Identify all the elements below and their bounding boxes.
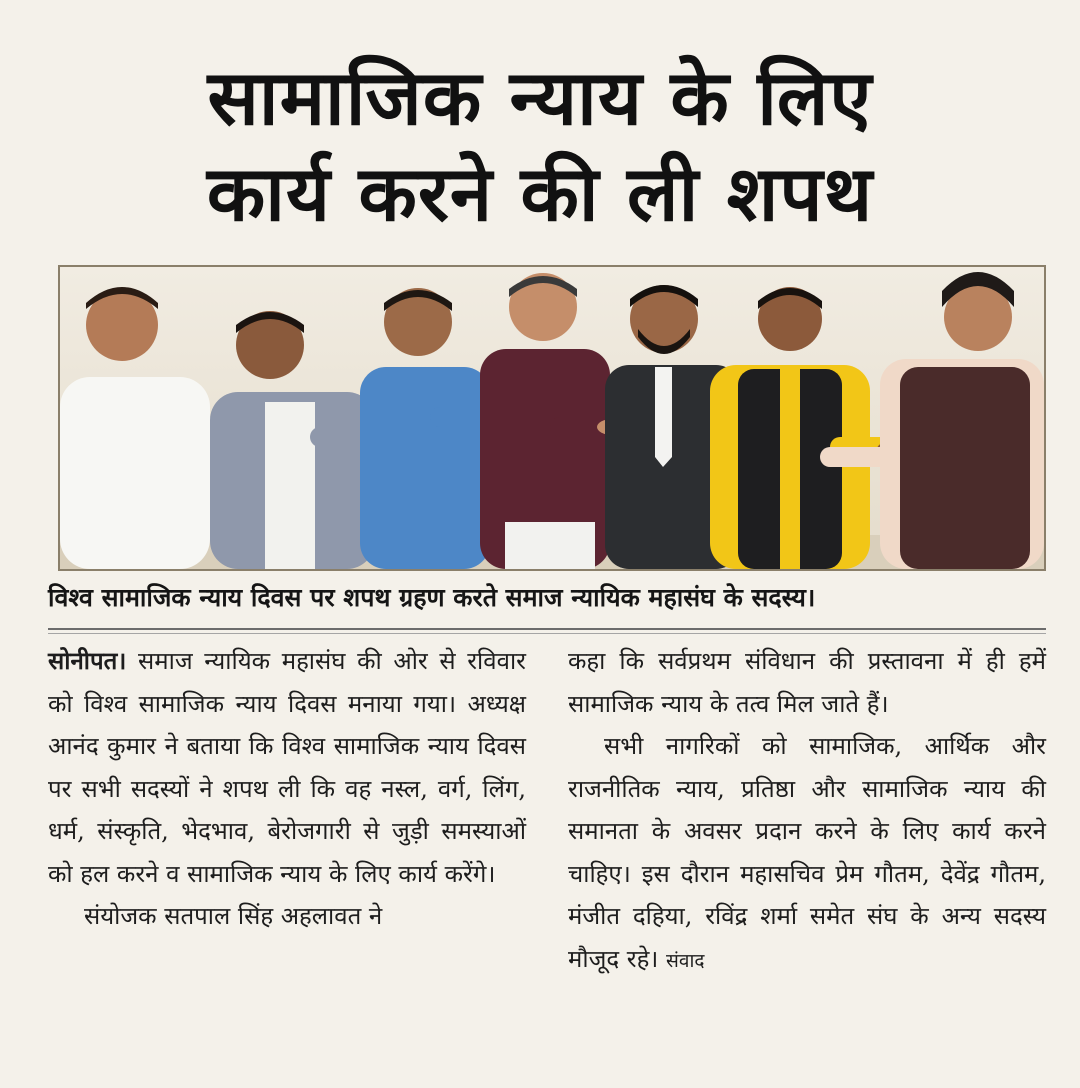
divider-rule [48,628,1046,630]
headline-line-1: सामाजिक न्याय के लिए [207,53,873,142]
right-paragraph-1: कहा कि सर्वप्रथम संविधान की प्रस्तावना में ही हमें सामाजिक न्याय के तत्व मिल जाते हैं। [568,647,1046,718]
photo-caption: विश्व सामाजिक न्याय दिवस पर शपथ ग्रहण करते समाज न्यायिक महासंघ के सदस्य। [48,583,816,612]
byline-credit: संवाद [666,949,705,972]
headline-line-2: कार्य करने की ली शपथ [206,149,874,238]
left-paragraph-2: संयोजक सतपाल सिंह अहलावत ने [84,902,383,930]
divider-rule-thin [48,633,1046,634]
group-photo [58,265,1046,571]
group-oath-photo-icon [60,267,1044,569]
right-paragraph-2-wrap [568,725,1046,982]
right-paragraph-2: सभी नागरिकों को सामाजिक, आर्थिक और राजनीतिक न्याय, प्रतिष्ठा और सामाजिक न्याय की समानता के अवसर प्रदान करने के लिए कार्य करने चाहिए। इस दौरान महासचिव प्रेम गौतम, देवेंद्र गौतम, मंजीत दहिया, रविंद्र शर्मा समेत संघ के अन्य सदस्य मौजूद रहे। [568,732,1046,973]
left-paragraph-1: समाज न्यायिक महासंघ की ओर से रविवार को विश्व सामाजिक न्याय दिवस मनाया गया। अध्यक्ष आनंद कुमार ने बताया कि विश्व सामाजिक न्याय दिवस पर सभी सदस्यों ने शपथ ली कि वह नस्ल, वर्ग, लिंग, धर्म, संस्कृति, भेदभाव, बेरोजगारी से जुड़ी समस्याओं को हल करने व सामाजिक न्याय के लिए कार्य करेंगे। [48,647,526,888]
article-column-left [48,640,526,938]
article-column-right [568,640,1046,982]
dateline: सोनीपत। [48,646,127,675]
article-paragraph [48,640,526,895]
